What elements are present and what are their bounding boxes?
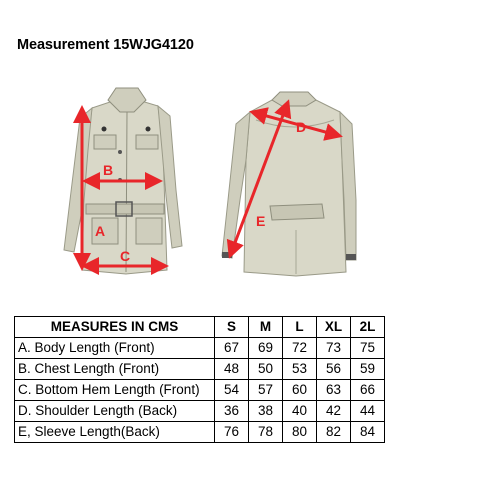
cell-value: 66 [351,380,385,401]
table-row [15,401,385,422]
cell-value: 53 [283,359,317,380]
cell-value: 80 [283,422,317,443]
cell-value: 78 [249,422,283,443]
cell-value: 42 [317,401,351,422]
cell-value: 50 [249,359,283,380]
cell-value: 36 [215,401,249,422]
cell-value: 54 [215,380,249,401]
cell-value: 69 [249,338,283,359]
row-label: E, Sleeve Length(Back) [15,422,215,443]
row-label: C. Bottom Hem Length (Front) [15,380,215,401]
header-size-2l: 2L [351,317,385,338]
cell-value: 63 [317,380,351,401]
header-size-l: L [283,317,317,338]
cell-value: 57 [249,380,283,401]
table-header-row [15,317,385,338]
cell-value: 75 [351,338,385,359]
header-size-s: S [215,317,249,338]
label-e: E [256,213,266,229]
label-d: D [296,119,307,135]
cell-value: 56 [317,359,351,380]
header-size-m: M [249,317,283,338]
row-label: A. Body Length (Front) [15,338,215,359]
cell-value: 67 [215,338,249,359]
cell-value: 72 [283,338,317,359]
header-measures: MEASURES IN CMS [15,317,215,338]
page-title: Measurement 15WJG4120 [17,37,194,53]
size-chart-table [14,316,385,443]
cell-value: 59 [351,359,385,380]
cell-value: 82 [317,422,351,443]
label-c: C [120,248,131,264]
table-row [15,380,385,401]
cell-value: 84 [351,422,385,443]
row-label: D. Shoulder Length (Back) [15,401,215,422]
back-jacket-image [222,92,356,276]
table-row [15,359,385,380]
cell-value: 60 [283,380,317,401]
table-row [15,422,385,443]
header-size-xl: XL [317,317,351,338]
label-a: A [95,223,106,239]
row-label: B. Chest Length (Front) [15,359,215,380]
table-row [15,338,385,359]
label-b: B [103,162,114,178]
cell-value: 38 [249,401,283,422]
cell-value: 76 [215,422,249,443]
cell-value: 40 [283,401,317,422]
cell-value: 73 [317,338,351,359]
cell-value: 44 [351,401,385,422]
cell-value: 48 [215,359,249,380]
